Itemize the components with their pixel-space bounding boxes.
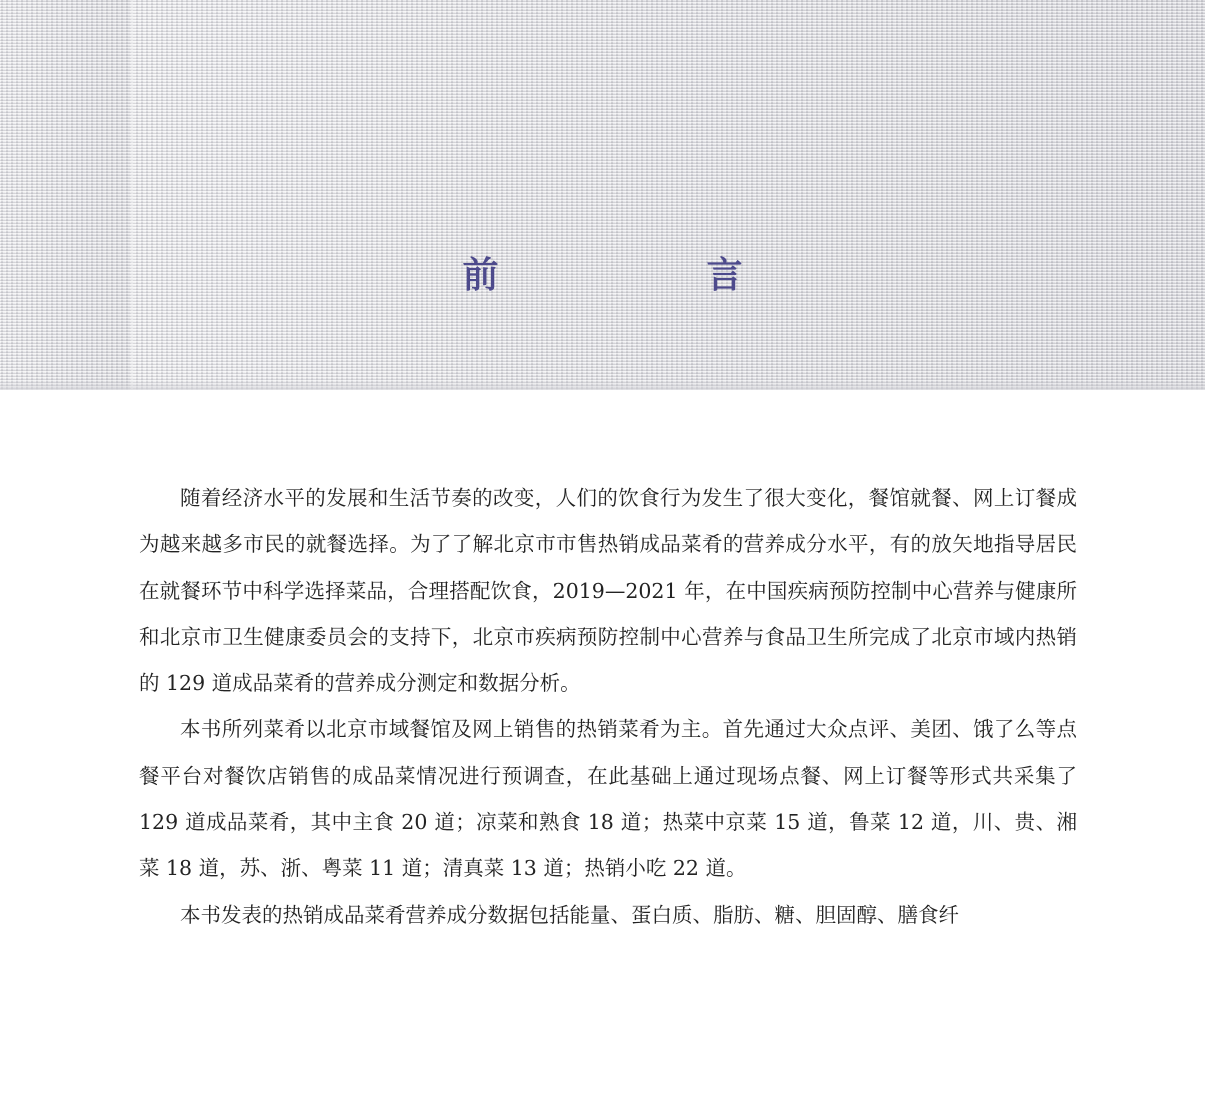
page-title: 前 言: [462, 255, 829, 296]
header-banner: [0, 0, 1205, 390]
banner-fold-line: [131, 0, 133, 390]
paragraph-3: 本书发表的热销成品菜肴营养成分数据包括能量、蛋白质、脂肪、糖、胆固醇、膳食纤: [180, 902, 959, 927]
body-text: [139, 475, 1077, 938]
paragraph-1: 随着经济水平的发展和生活节奏的改变，人们的饮食行为发生了很大变化，餐馆就餐、网上订餐成为越来越多市民的就餐选择。为了了解北京市市售热销成品菜肴的营养成分水平，有的放矢地指导居民在就餐环节中科学选择菜品，合理搭配饮食，2019—2021 年，在中国疾病预防控制中心营养与健康所和北京市卫生健康委员会的支持下，北京市疾病预防控制中心营养与食品卫生所完成了北京市域内热销的 129 道成品菜肴的营养成分测定和数据分析。: [139, 486, 1077, 696]
paragraph-2: 本书所列菜肴以北京市域餐馆及网上销售的热销菜肴为主。首先通过大众点评、美团、饿了么等点餐平台对餐饮店销售的成品菜情况进行预调查，在此基础上通过现场点餐、网上订餐等形式共采集了 129 道成品菜肴，其中主食 20 道；凉菜和熟食 18 道；热菜中京菜 15 道，鲁菜 12 道，川、贵、湘菜 18 道，苏、浙、粤菜 11 道；清真菜 13 道；热销小吃 22 道。: [139, 717, 1077, 881]
